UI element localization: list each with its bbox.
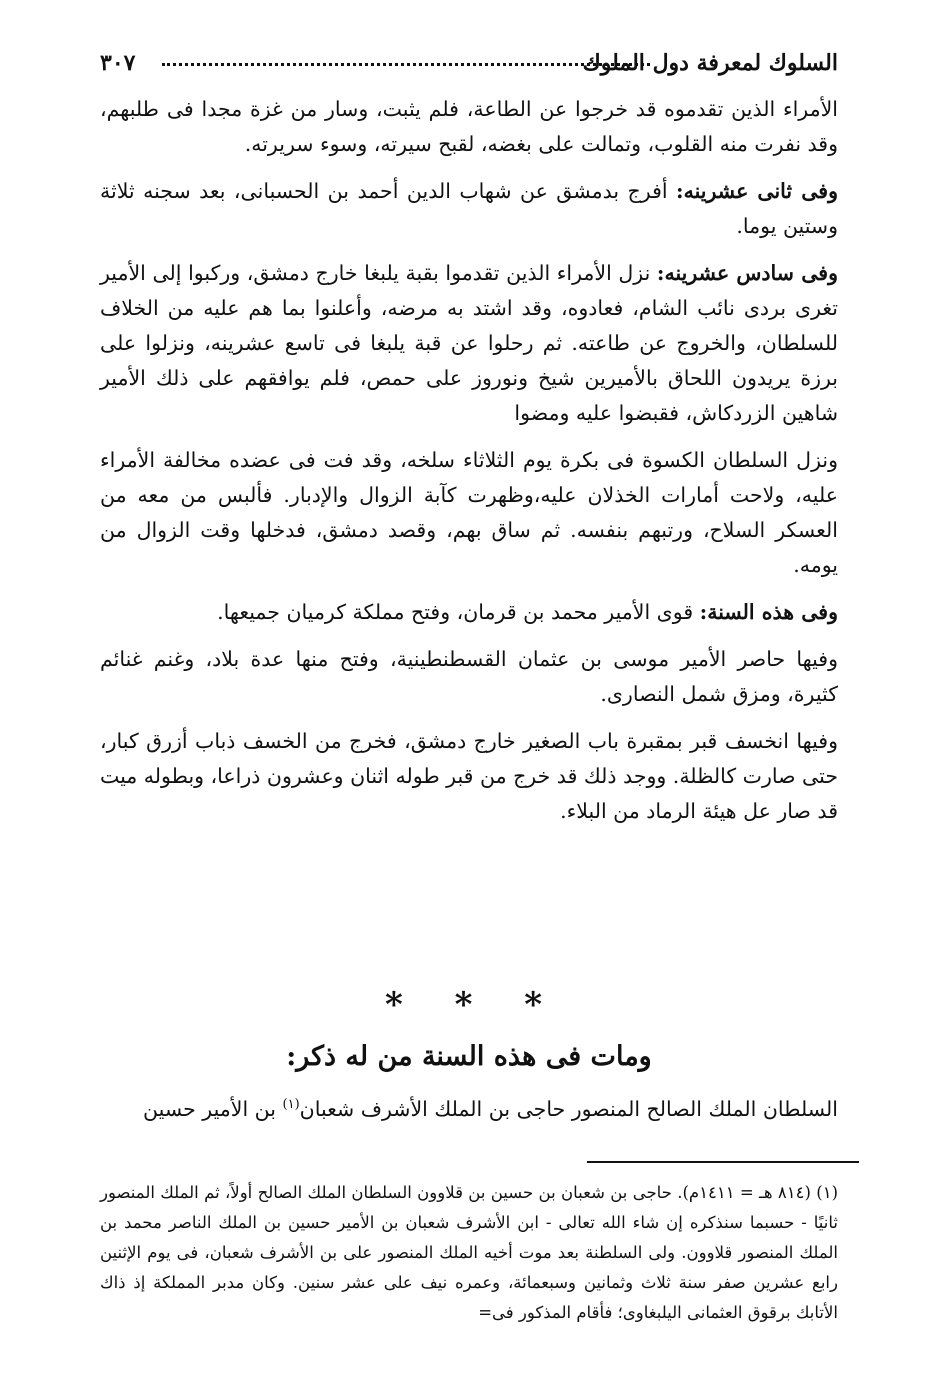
paragraph [100, 92, 838, 162]
paragraph-lead: وفى هذه السنة: [699, 600, 838, 624]
obituary-text-end: بن الأمير حسين [143, 1097, 283, 1121]
paragraph-text: وفيها حاصر الأمير موسى بن عثمان القسطنطينية، وفتح منها عدة بلاد، وغنم غنائم كثيرة، ومزق شمل النصارى. [100, 647, 838, 706]
dotted-leader [162, 63, 650, 66]
paragraph-text: نزل الأمراء الذين تقدموا بقبة يلبغا خارج دمشق، وركبوا إلى الأمير تغرى بردى نائب الشام، فعادوه، وقد اشتد به مرضه، وأعلنوا بما هم عليه من الخلاف للسلطان، والخروج عن طاعته. ثم رحلوا عن قبة يلبغا فى تاسع عشرينه، ونزلوا على برزة يريدون اللحاق بالأميرين شيخ ونوروز على حمص، فلم يوافقهم على ذلك الأمير شاهين الزردكاش، فقبضوا عليه ومضوا [100, 261, 838, 425]
paragraph [100, 595, 838, 630]
paragraph-lead: وفى ثانى عشرينه: [676, 179, 838, 203]
obituary-paragraph [100, 1092, 838, 1127]
paragraph-text: الأمراء الذين تقدموه قد خرجوا عن الطاعة، فلم يثبت، وسار من غزة مجدا فى طلبهم، وقد نفرت منه القلوب، وتمالت على بغضه، لقبح سيرته، وسوء سريرته. [100, 97, 838, 156]
paragraph-text: وفيها انخسف قبر بمقبرة باب الصغير خارج دمشق، فخرج من الخسف ذباب أزرق كبار، حتى صارت كالظلة. ووجد ذلك قد خرج من قبر طوله اثنان وعشرون ذراعا، وبطوله ميت قد صار عل هيئة الرماد من البلاء. [99, 729, 838, 823]
paragraph-lead: وفى سادس عشرينه: [656, 261, 838, 285]
paragraph [100, 642, 838, 712]
paragraph [100, 724, 838, 829]
footnote: (١) (٨١٤ هـ = ١٤١١م). حاجى بن شعبان بن حسين بن قلاوون السلطان الملك الصالح أولاً، ثم الملك المنصور ثانيًا - حسبما سنذكره إن شاء الله تعالى - ابن الأشرف شعبان بن الأمير حسين بن الملك الناصر محمد بن الملك المنصور قلاوون. ولى السلطنة بعد موت أخيه الملك المنصور على بن الأشرف شعبان، فى يوم الإثنين رابع عشرين صفر سنة ثلاث وثمانين وسبعمائة، وعمره نيف على عشر سنين. وكان مدبر المملكة إذ ذاك الأتابك برقوق العثمانى اليلبغاوى؛ فأقام المذكور فى= [100, 1183, 838, 1322]
obituary-text-start: السلطان الملك الصالح المنصور حاجى بن الملك الأشرف شعبان [299, 1097, 838, 1121]
paragraph [100, 174, 838, 244]
paragraph [100, 256, 838, 431]
section-separator: * * * [384, 985, 562, 1025]
paragraph [100, 443, 838, 583]
footnote-reference[interactable]: (١) [282, 1097, 300, 1113]
main-text [100, 92, 838, 841]
section-heading: ومات فى هذه السنة من له ذكر: [286, 1041, 652, 1072]
footnote-divider [587, 1161, 859, 1163]
paragraph-text: أفرج بدمشق عن شهاب الدين أحمد بن الحسبانى، بعد سجنه ثلاثة وستين يوما. [100, 179, 838, 238]
running-title: السلوك لمعرفة دول الملوك [582, 50, 838, 76]
paragraph-text: ونزل السلطان الكسوة فى بكرة يوم الثلاثاء سلخه، وقد فت فى عضده مخالفة الأمراء عليه، ولاحت أمارات الخذلان عليه،وظهرت كآبة الزوال والإدبار. فألبس من معه من العسكر السلاح، ورتبهم بنفسه. ثم ساق بهم، وقصد دمشق، فدخلها وقت الزوال من يومه. [100, 448, 838, 577]
page-number: ٣٠٧ [100, 50, 136, 76]
paragraph-text: قوى الأمير محمد بن قرمان، وفتح مملكة كرميان جميعها. [217, 600, 700, 624]
